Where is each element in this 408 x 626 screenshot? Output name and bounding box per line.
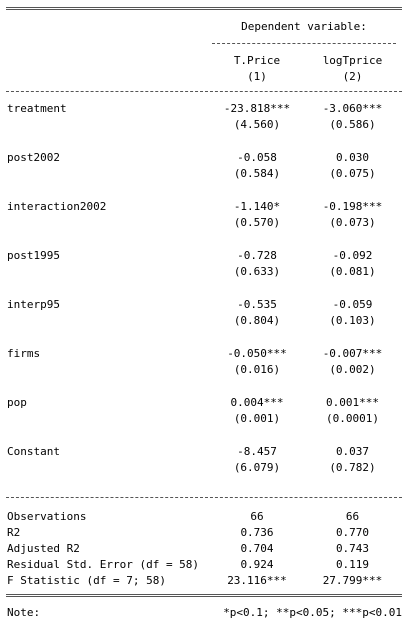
- stat-label: Residual Std. Error (df = 58): [7, 558, 200, 571]
- coef-col1: -1.140*: [233, 200, 281, 213]
- se-col1: (4.560): [233, 118, 281, 131]
- row-label: treatment: [7, 102, 67, 115]
- stat-col1: 23.116***: [227, 574, 287, 587]
- se-col1: (0.016): [233, 363, 281, 376]
- note-label: Note:: [7, 606, 41, 619]
- row-label: firms: [7, 347, 41, 360]
- stat-label: F Statistic (df = 7; 58): [7, 574, 166, 587]
- coef-col2: 0.037: [335, 445, 370, 458]
- coef-col1: -8.457: [237, 445, 277, 458]
- top-double-rule: [6, 7, 402, 10]
- se-col2: (0.782): [329, 461, 376, 474]
- coef-col2: 0.030: [335, 151, 370, 164]
- stats-top-rule: [6, 497, 402, 498]
- row-label: Constant: [7, 445, 60, 458]
- coef-col2: -0.092: [332, 249, 373, 262]
- stat-col2: 66: [345, 510, 360, 523]
- dependent-variable-header: Dependent variable:: [241, 20, 367, 33]
- row-label: interp95: [7, 298, 60, 311]
- coef-col1: -0.058: [237, 151, 277, 164]
- header-partial-rule: [212, 43, 396, 44]
- column-2-name: logTprice: [322, 54, 383, 67]
- coef-col1: -0.728: [237, 249, 277, 262]
- se-col2: (0.075): [329, 167, 376, 180]
- column-2-number: (2): [342, 70, 363, 83]
- se-col1: (0.804): [233, 314, 281, 327]
- stat-col2: 27.799***: [322, 574, 383, 587]
- se-col1: (6.079): [233, 461, 281, 474]
- coef-col2: -0.198***: [322, 200, 383, 213]
- column-1-name: T.Price: [233, 54, 281, 67]
- se-col2: (0.0001): [326, 412, 379, 425]
- coef-col1: 0.004***: [230, 396, 284, 409]
- se-col2: (0.081): [329, 265, 376, 278]
- se-col2: (0.002): [329, 363, 376, 376]
- stat-col2: 0.743: [335, 542, 370, 555]
- stat-col2: 0.770: [335, 526, 370, 539]
- stat-col1: 0.736: [240, 526, 274, 539]
- row-label: post2002: [7, 151, 60, 164]
- coef-col2: -0.007***: [322, 347, 383, 360]
- note-text: *p<0.1; **p<0.05; ***p<0.01: [223, 606, 402, 619]
- se-col2: (0.103): [329, 314, 376, 327]
- coef-col2: 0.001***: [326, 396, 379, 409]
- stat-label: Adjusted R2: [7, 542, 80, 555]
- stat-label: Observations: [7, 510, 87, 523]
- row-label: pop: [7, 396, 27, 409]
- stat-col1: 66: [250, 510, 264, 523]
- column-1-number: (1): [247, 70, 267, 83]
- coef-col1: -0.050***: [227, 347, 287, 360]
- row-label: interaction2002: [7, 200, 107, 213]
- se-col2: (0.586): [329, 118, 376, 131]
- stat-col1: 0.924: [240, 558, 274, 571]
- coef-col1: -23.818***: [223, 102, 291, 115]
- se-col1: (0.633): [233, 265, 281, 278]
- coef-col1: -0.535: [237, 298, 277, 311]
- se-col1: (0.584): [233, 167, 281, 180]
- coef-col2: -3.060***: [322, 102, 383, 115]
- se-col2: (0.073): [329, 216, 376, 229]
- row-label: post1995: [7, 249, 60, 262]
- bottom-double-rule: [6, 594, 402, 597]
- se-col1: (0.570): [233, 216, 281, 229]
- coef-col2: -0.059: [332, 298, 373, 311]
- stat-col2: 0.119: [335, 558, 370, 571]
- stat-label: R2: [7, 526, 21, 539]
- stat-col1: 0.704: [240, 542, 274, 555]
- header-bottom-rule: [6, 91, 402, 92]
- se-col1: (0.001): [233, 412, 281, 425]
